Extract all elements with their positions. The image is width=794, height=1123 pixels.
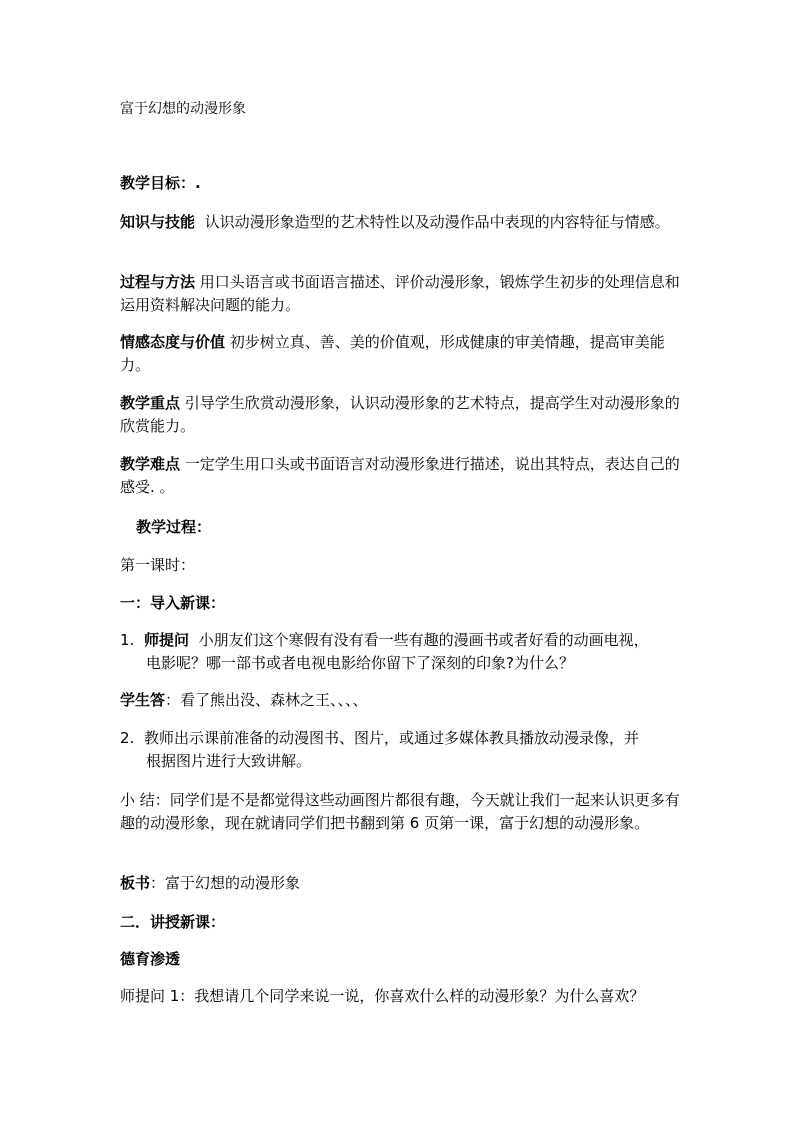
item2-line2: 根据图片进行大致讲解。 bbox=[146, 752, 312, 770]
student-label: 学生答 bbox=[120, 691, 166, 709]
student-answer bbox=[120, 689, 680, 712]
process-label: 过程与方法 bbox=[120, 273, 196, 291]
section-new-lesson-heading: 二．讲授新课： bbox=[120, 913, 226, 931]
objectives-heading: 教学目标：. bbox=[120, 174, 201, 192]
list-item-1 bbox=[120, 629, 680, 675]
item1-line2: 电影呢？哪一部书或者电视电影给你留下了深刻的印象?为什么？ bbox=[146, 654, 574, 672]
emotion-text: 初步树立真、善、美的价值观，形成健康的审美情趣，提高审美能力。 bbox=[120, 333, 665, 374]
knowledge-label: 知识与技能 bbox=[120, 213, 196, 231]
section-intro-heading: 一：导入新课： bbox=[120, 594, 226, 612]
board-text: ：富于幻想的动漫形象 bbox=[150, 874, 301, 892]
student-text: ：看了熊出没、森林之王、、、、 bbox=[165, 691, 368, 709]
summary-paragraph: 小 结：同学们是不是都觉得这些动画图片都很有趣，今天就让我们一起来认识更多有趣的动漫形象，现在就请同学们把书翻到第 6 页第一课，富于幻想的动漫形象。 bbox=[120, 791, 680, 832]
objective-knowledge bbox=[120, 211, 680, 234]
lesson-label: 第一课时： bbox=[120, 556, 196, 574]
objective-emotion bbox=[120, 331, 680, 377]
item1-number: 1. bbox=[120, 631, 135, 649]
item2-number: 2. bbox=[120, 729, 135, 747]
key-label: 教学重点 bbox=[120, 394, 181, 412]
knowledge-text: 认识动漫形象造型的艺术特性以及动漫作品中表现的内容特征与情感。 bbox=[204, 213, 670, 231]
teaching-key-point bbox=[120, 392, 680, 438]
difficulty-label: 教学难点 bbox=[120, 455, 181, 473]
process-heading: 教学过程： bbox=[136, 518, 212, 536]
process-text: 用口头语言或书面语言描述、评价动漫形象，锻炼学生初步的处理信息和运用资料解决问题的能力。 bbox=[120, 273, 680, 314]
board-writing bbox=[120, 872, 680, 895]
objective-process bbox=[120, 271, 680, 317]
item1-label: 师提问 bbox=[144, 631, 190, 649]
board-label: 板书 bbox=[120, 874, 151, 892]
list-item-2 bbox=[120, 727, 680, 773]
doc-title: 富于幻想的动漫形象 bbox=[120, 101, 246, 117]
emotion-label: 情感态度与价值 bbox=[120, 333, 226, 351]
question-1: 师提问 1：我想请几个同学来说一说，你喜欢什么样的动漫形象？为什么喜欢？ bbox=[120, 987, 645, 1005]
teaching-difficulty bbox=[120, 453, 680, 499]
item1-line1: 小朋友们这个寒假有没有看一些有趣的漫画书或者好看的动画电视， bbox=[198, 631, 649, 649]
moral-education-heading: 德育渗透 bbox=[120, 950, 181, 968]
difficulty-text: 一定学生用口头或书面语言对动漫形象进行描述，说出其特点，表达自己的感受. 。 bbox=[120, 455, 680, 496]
key-text: 引导学生欣赏动漫形象，认识动漫形象的艺术特点，提高学生对动漫形象的欣赏能力。 bbox=[120, 394, 680, 435]
item2-line1: 教师出示课前准备的动漫图书、图片，或通过多媒体教具播放动漫录像，并 bbox=[144, 729, 640, 747]
